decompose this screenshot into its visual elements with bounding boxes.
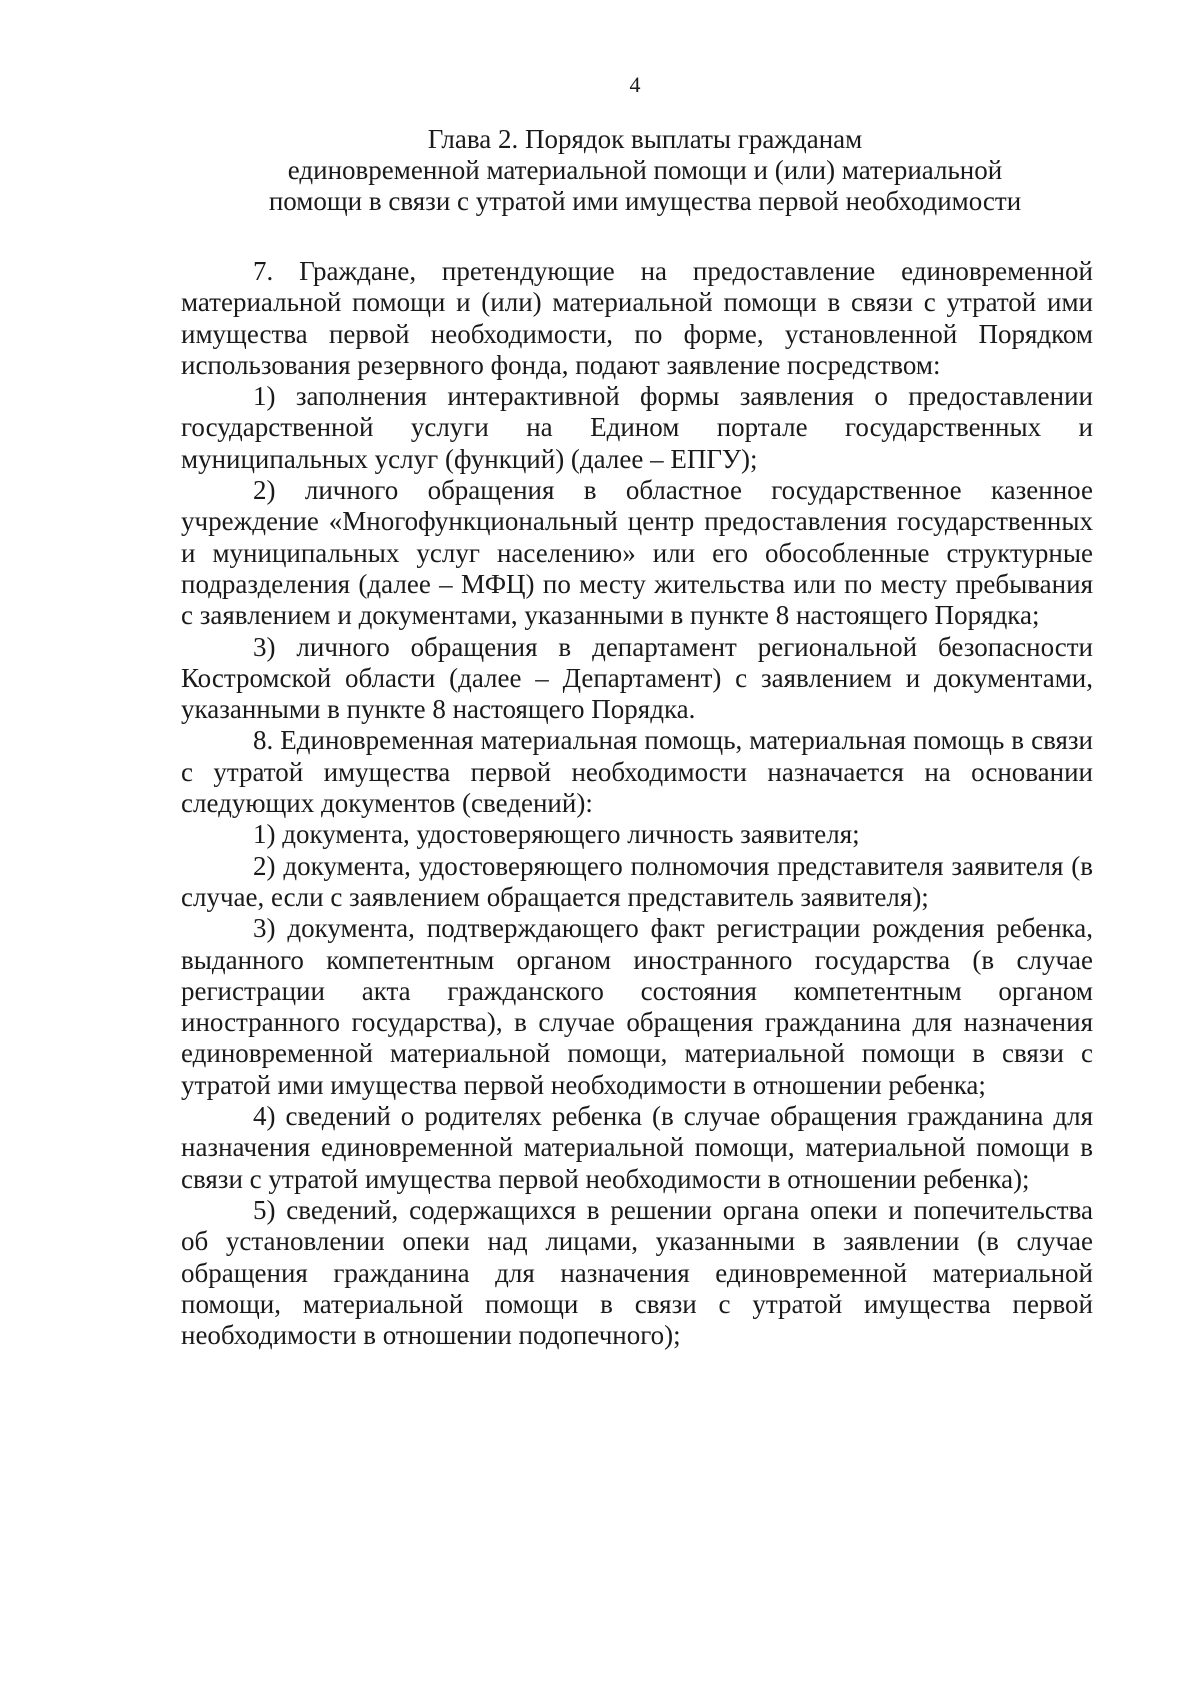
paragraph-7-item-1: 1) заполнения интерактивной формы заявления о предоставлении государственной услуги на Едином портале государственных и муниципальных услуг (функций) (далее – ЕПГУ); (181, 381, 1093, 474)
paragraph-7: 7. Граждане, претендующие на предоставление единовременной материальной помощи и (или) материальной помощи в связи с утратой ими имущества первой необходимости, по форме, установленной Порядком использования резервного фонда, подают заявление посредством: (181, 256, 1093, 380)
paragraph-8-item-2: 2) документа, удостоверяющего полномочия представителя заявителя (в случае, если с заявлением обращается представитель заявителя); (181, 850, 1093, 912)
paragraph-8-item-1: 1) документа, удостоверяющего личность заявителя; (253, 819, 860, 850)
chapter-heading-line-1: Глава 2. Порядок выплаты гражданам (427, 124, 863, 154)
body-text (181, 256, 1093, 1351)
paragraph-7-item-3: 3) личного обращения в департамент региональной безопасности Костромской области (далее – Департамент) с заявлением и документами, указанными в пункте 8 настоящего Порядка. (181, 631, 1093, 725)
paragraph-8-item-4: 4) сведений о родителях ребенка (в случае обращения гражданина для назначения единовременной материальной помощи, материальной помощи в связи с утратой имущества первой необходимости в отношении ребенка); (181, 1101, 1093, 1194)
chapter-heading-line-2: единовременной материальной помощи и (или) материальной (287, 155, 1003, 185)
chapter-heading (230, 124, 1060, 217)
paragraph-8-item-3: 3) документа, подтверждающего факт регистрации рождения ребенка, выданного компетентным органом иностранного государства (в случае регистрации акта гражданского состояния компетентным органом иностранного государства), в случае обращения гражданина для назначения единовременной материальной помощи, материальной помощи в связи с утратой ими имущества первой необходимости в отношении ребенка; (181, 913, 1093, 1100)
paragraph-7-item-2: 2) личного обращения в областное государственное казенное учреждение «Многофункциональный центр предоставления государственных и муниципальных услуг населению» или его обособленные структурные подразделения (далее – МФЦ) по месту жительства или по месту пребывания с заявлением и документами, указанными в пункте 8 настоящего Порядка; (181, 475, 1093, 631)
page-number: 4 (629, 72, 641, 97)
paragraph-8: 8. Единовременная материальная помощь, материальная помощь в связи с утратой имущества первой необходимости назначается на основании следующих документов (сведений): (181, 725, 1093, 819)
chapter-heading-line-3: помощи в связи с утратой ими имущества первой необходимости (268, 186, 1022, 216)
paragraph-8-item-5: 5) сведений, содержащихся в решении органа опеки и попечительства об установлении опеки над лицами, указанными в заявлении (в случае обращения гражданина для назначения единовременной материальной помощи, материальной помощи в связи с утратой имущества первой необходимости в отношении подопечного); (181, 1194, 1093, 1351)
